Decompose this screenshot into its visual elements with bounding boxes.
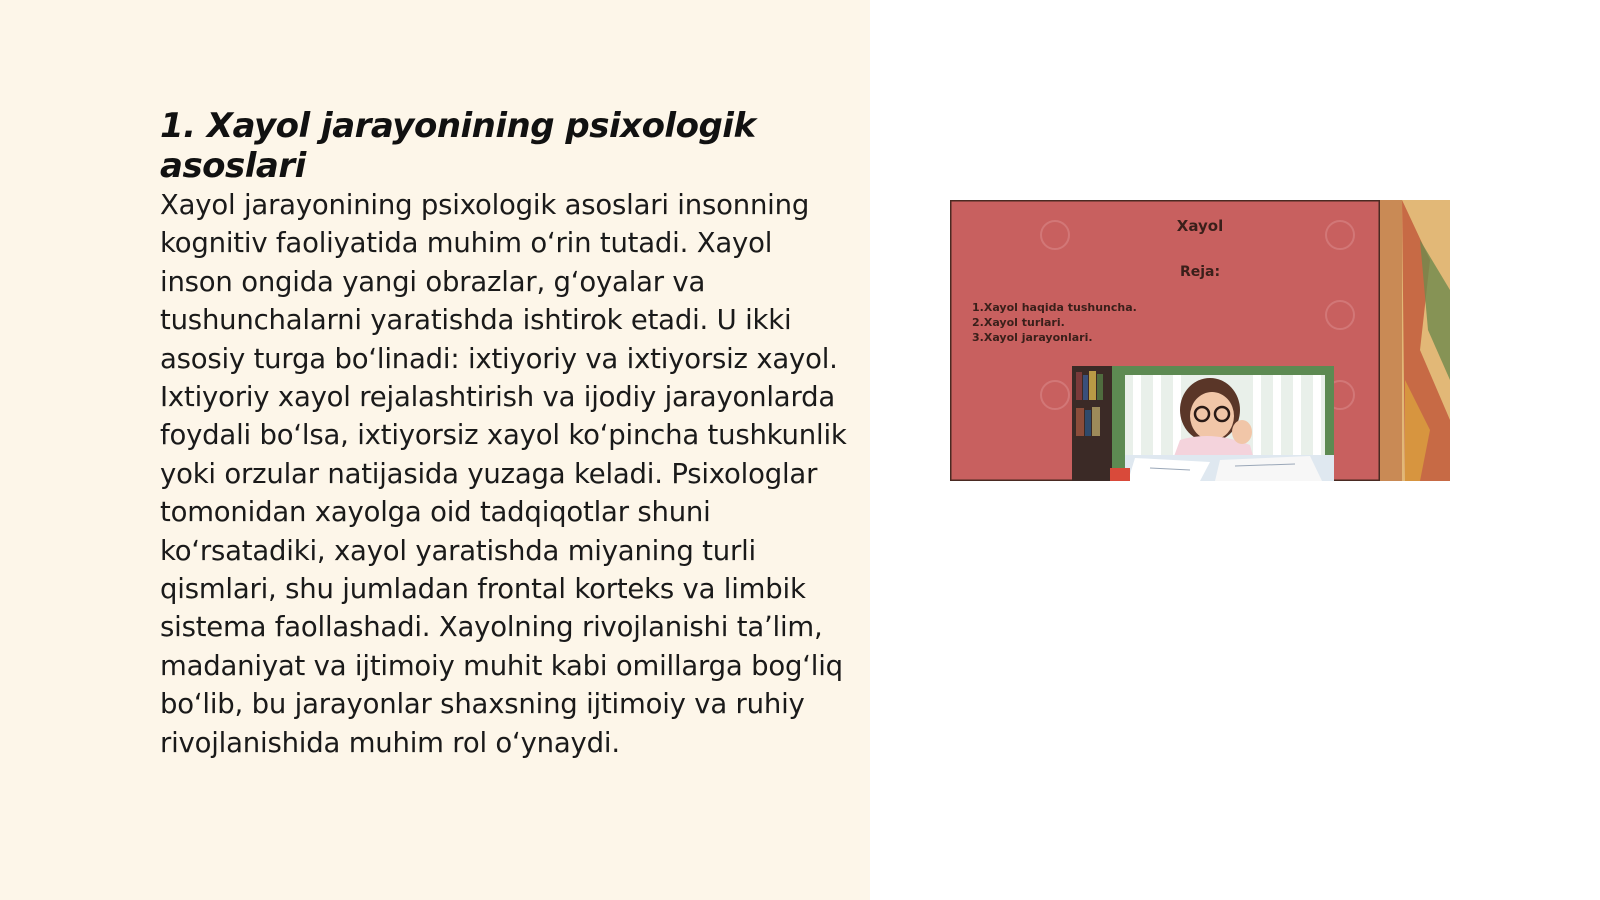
image-plan-label: Reja:	[1179, 264, 1221, 280]
image-plan-item: 3.Xayol jarayonlari.	[972, 331, 1093, 344]
slide-image	[950, 200, 1450, 481]
slide-body-text: Xayol jarayonining psixologik asoslari insonning kognitiv faoliyatida muhim oʻrin tutadi. Xayol inson ongida yangi obrazlar, gʻoyalar va tushunchalarni yaratishda ishtirok etadi. U ikki asosiy turga boʻlinadi: ixtiyoriy va ixtiyorsiz xayol. Ixtiyoriy xayol rejalashtirish va ijodiy jarayonlarda foydali boʻlsa, ixtiyorsiz xayol koʻpincha tushkunlik yoki orzular natijasida yuzaga keladi. Psixologlar tomonidan xayolga oid tadqiqotlar shuni koʻrsatadiki, xayol yaratishda miyaning turli qismlari, shu jumladan frontal korteks va limbik sistema faollashadi. Xayolning rivojlanishi taʼlim, madaniyat va ijtimoiy muhit kabi omillarga bogʻliq boʻlib, bu jarayonlar shaxsning ijtimoiy va ruhiy rivojlanishida muhim rol oʻynaydi.	[160, 189, 847, 759]
image-plan-item: 2.Xayol turlari.	[972, 316, 1065, 329]
image-title: Xayol	[1176, 217, 1224, 235]
image-plan-item: 1.Xayol haqida tushuncha.	[972, 301, 1137, 314]
dreaming-girl-photo	[1072, 366, 1334, 481]
slide-title: 1. Xayol jarayonining psixologik asoslari	[160, 106, 756, 186]
slide-image-graphic	[950, 200, 1450, 481]
